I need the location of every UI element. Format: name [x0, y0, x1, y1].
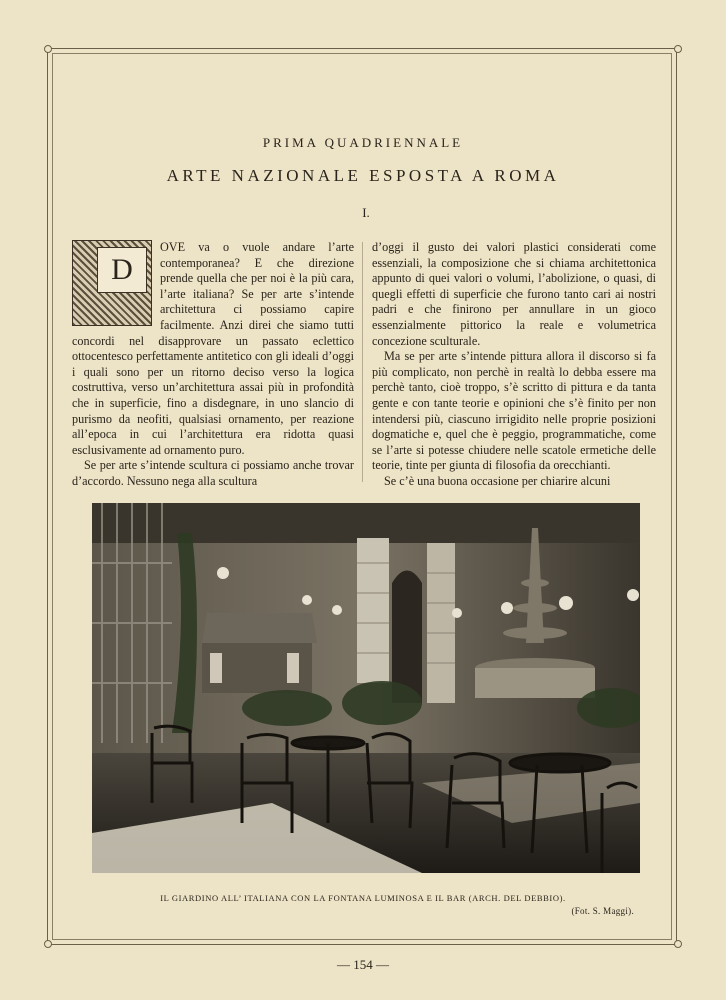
border-corner-ornament: [44, 940, 52, 948]
article-kicker: PRIMA QUADRIENNALE: [262, 135, 464, 150]
column-divider: [362, 242, 363, 482]
paragraph: Se per arte s’intende scultura ci possiamo anche trovar d’accordo. Nessuno nega alla scultura: [72, 458, 354, 488]
photo-credit: (Fot. S. Maggi).: [571, 906, 634, 916]
page-number: — 154 —: [337, 957, 389, 972]
paragraph: Ma se per arte s’intende pittura allora il discorso si fa più complicato, non perchè in realtà lo debba essere ma perchè tanto, cioè troppo, s’è scritto di pittura e da tanta gente e con tante teorie e opinioni che s’è finito per non intendersi più, ciascuno irrigidito nelle proprie posizioni dogmatiche e, quel che è peggio, programmatiche, come se l’arte si potesse chiudere nelle scatole ermetiche delle teorie, tinte per giunta di filosofia da orecchianti.: [372, 349, 656, 473]
ornamental-dropcap: [72, 240, 152, 326]
text-column-left: [72, 240, 354, 490]
border-corner-ornament: [674, 940, 682, 948]
text-column-right: [372, 240, 656, 490]
border-corner-ornament: [674, 45, 682, 53]
interior-photograph: [92, 503, 640, 873]
photo-caption: IL GIARDINO ALL’ ITALIANA CON LA FONTANA LUMINOSA E IL BAR (ARCH. DEL DEBBIO).: [160, 893, 566, 903]
section-number: I.: [362, 205, 370, 220]
dropcap-letter: D: [97, 247, 147, 293]
border-corner-ornament: [44, 45, 52, 53]
article-title: ARTE NAZIONALE ESPOSTA A ROMA: [166, 166, 560, 185]
paragraph: OVE va o vuole andare l’arte contemporanea? E che direzione prende quella che per noi è la più cara, l’arte italiana? Se per arte s’intende architettura ci possiamo capire facilmente. Anzi direi che siamo tutti concordi nel disapprovare un passato eclettico ottocentesco perfettamente antitetico con gli ideali d’oggi i quali sono per un ritorno deciso verso la logica costruttiva, verso un’architettura assai più in profondità che in superficie, fino a disdegnare, in uno slancio di purismo da neofiti, qualsiasi ornamento, per reazione all’epoca in cui l’architettura era ridotta quasi esclusivamente ad ornamento puro.: [72, 240, 354, 457]
paragraph: d’oggi il gusto dei valori plastici considerati come essenziali, la composizione che si chiama architettonica appunto di quei valori o volumi, l’abolizione, o quasi, di quegli effetti di superficie che furono tanto cari ai nostri padri e che finirono per annullare in un gioco essenzialmente pittorico la reale e volumetrica concezione sculturale.: [372, 240, 656, 348]
garden-bar-photo-illustration: [92, 503, 640, 873]
paragraph: Se c’è una buona occasione per chiarire alcuni: [384, 473, 611, 488]
